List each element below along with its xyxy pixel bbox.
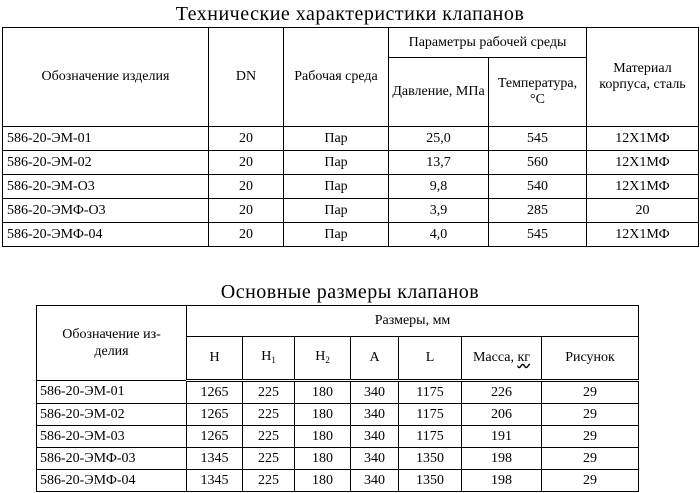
mass-cell: 226 bbox=[462, 381, 542, 404]
pressure-cell: 25,0 bbox=[389, 127, 489, 151]
temperature-cell: 545 bbox=[489, 127, 587, 151]
header-temperature: Температура, °С bbox=[489, 58, 587, 127]
medium-cell: Пар bbox=[284, 199, 389, 223]
product-code-cell: 586-20-ЭМФ-04 bbox=[3, 223, 209, 247]
h1-cell: 225 bbox=[243, 470, 295, 492]
medium-cell: Пар bbox=[284, 127, 389, 151]
characteristics-title: Технические характеристики клапанов bbox=[175, 3, 525, 25]
table-row bbox=[3, 151, 699, 175]
pressure-cell: 9,8 bbox=[389, 175, 489, 199]
a-cell: 340 bbox=[351, 448, 399, 470]
header-h1 bbox=[243, 337, 295, 381]
h1-cell: 225 bbox=[243, 426, 295, 448]
product-code-cell: 586-20-ЭМ-02 bbox=[37, 404, 187, 426]
header-h1-letter: Н bbox=[261, 348, 272, 364]
dimensions-title: Основные размеры клапанов bbox=[220, 281, 480, 303]
h2-cell: 180 bbox=[295, 404, 351, 426]
medium-cell: Пар bbox=[284, 151, 389, 175]
header-a: А bbox=[351, 337, 399, 381]
table-row bbox=[3, 199, 699, 223]
product-code-cell: 586-20-ЭМ-03 bbox=[37, 426, 187, 448]
h-cell: 1265 bbox=[187, 426, 243, 448]
header-product-code-text: Обозначение из-делия bbox=[62, 327, 161, 359]
dn-cell: 20 bbox=[209, 175, 284, 199]
dimensions-table bbox=[36, 305, 639, 492]
table-row bbox=[3, 175, 699, 199]
table-row bbox=[37, 404, 639, 426]
header-body-material: Материал корпуса, сталь bbox=[587, 28, 699, 127]
product-code-cell: 586-20-ЭМФ-04 bbox=[37, 470, 187, 492]
mass-cell: 191 bbox=[462, 426, 542, 448]
table-row bbox=[3, 127, 699, 151]
temperature-cell: 560 bbox=[489, 151, 587, 175]
product-code-cell: 586-20-ЭМ-01 bbox=[37, 381, 187, 404]
header-params-group: Параметры рабочей среды bbox=[389, 28, 587, 58]
table-row bbox=[37, 470, 639, 492]
a-cell: 340 bbox=[351, 426, 399, 448]
h1-cell: 225 bbox=[243, 448, 295, 470]
header-dimensions-group: Размеры, мм bbox=[187, 306, 639, 337]
header-mass bbox=[462, 337, 542, 381]
pressure-cell: 3,9 bbox=[389, 199, 489, 223]
mass-cell: 198 bbox=[462, 448, 542, 470]
figure-cell: 29 bbox=[542, 470, 639, 492]
product-code-cell: 586-20-ЭМ-02 bbox=[3, 151, 209, 175]
dn-cell: 20 bbox=[209, 199, 284, 223]
temperature-cell: 540 bbox=[489, 175, 587, 199]
material-cell: 20 bbox=[587, 199, 699, 223]
header-h: Н bbox=[187, 337, 243, 381]
medium-cell: Пар bbox=[284, 223, 389, 247]
dn-cell: 20 bbox=[209, 151, 284, 175]
h-cell: 1265 bbox=[187, 381, 243, 404]
temperature-cell: 545 bbox=[489, 223, 587, 247]
h2-cell: 180 bbox=[295, 426, 351, 448]
dn-cell: 20 bbox=[209, 223, 284, 247]
l-cell: 1175 bbox=[399, 426, 462, 448]
table-row bbox=[37, 448, 639, 470]
header-h2-subscript: 2 bbox=[325, 354, 330, 365]
h-cell: 1345 bbox=[187, 448, 243, 470]
material-cell: 12Х1МФ bbox=[587, 223, 699, 247]
header-product-code: Обозначение изделия bbox=[3, 28, 209, 127]
dn-cell: 20 bbox=[209, 127, 284, 151]
figure-cell: 29 bbox=[542, 404, 639, 426]
temperature-cell: 285 bbox=[489, 199, 587, 223]
pressure-cell: 4,0 bbox=[389, 223, 489, 247]
h-cell: 1265 bbox=[187, 404, 243, 426]
a-cell: 340 bbox=[351, 404, 399, 426]
header-figure: Рисунок bbox=[542, 337, 639, 381]
table-row bbox=[37, 426, 639, 448]
a-cell: 340 bbox=[351, 381, 399, 404]
figure-cell: 29 bbox=[542, 381, 639, 404]
material-cell: 12Х1МФ bbox=[587, 151, 699, 175]
material-cell: 12Х1МФ bbox=[587, 127, 699, 151]
table-row bbox=[37, 381, 639, 404]
characteristics-table bbox=[2, 27, 699, 247]
header-mass-label: Масса, bbox=[472, 350, 518, 365]
figure-cell: 29 bbox=[542, 448, 639, 470]
h1-cell: 225 bbox=[243, 381, 295, 404]
header-l: L bbox=[399, 337, 462, 381]
a-cell: 340 bbox=[351, 470, 399, 492]
header-medium: Рабочая среда bbox=[284, 28, 389, 127]
header-h2 bbox=[295, 337, 351, 381]
product-code-cell: 586-20-ЭМФ-О3 bbox=[3, 199, 209, 223]
product-code-cell: 586-20-ЭМ-О3 bbox=[3, 175, 209, 199]
l-cell: 1350 bbox=[399, 470, 462, 492]
header-dn: DN bbox=[209, 28, 284, 127]
header-pressure: Давление, МПа bbox=[389, 58, 489, 127]
h2-cell: 180 bbox=[295, 381, 351, 404]
product-code-cell: 586-20-ЭМФ-03 bbox=[37, 448, 187, 470]
l-cell: 1175 bbox=[399, 404, 462, 426]
h2-cell: 180 bbox=[295, 470, 351, 492]
h1-cell: 225 bbox=[243, 404, 295, 426]
header-mass-unit: кг bbox=[517, 350, 531, 365]
l-cell: 1175 bbox=[399, 381, 462, 404]
header-product-code bbox=[37, 306, 187, 381]
figure-cell: 29 bbox=[542, 426, 639, 448]
material-cell: 12Х1МФ bbox=[587, 175, 699, 199]
pressure-cell: 13,7 bbox=[389, 151, 489, 175]
product-code-cell: 586-20-ЭМ-01 bbox=[3, 127, 209, 151]
h-cell: 1345 bbox=[187, 470, 243, 492]
header-h2-letter: Н bbox=[315, 348, 326, 364]
h2-cell: 180 bbox=[295, 448, 351, 470]
header-h1-subscript: 1 bbox=[271, 354, 276, 365]
l-cell: 1350 bbox=[399, 448, 462, 470]
medium-cell: Пар bbox=[284, 175, 389, 199]
table-row bbox=[3, 223, 699, 247]
mass-cell: 206 bbox=[462, 404, 542, 426]
mass-cell: 198 bbox=[462, 470, 542, 492]
